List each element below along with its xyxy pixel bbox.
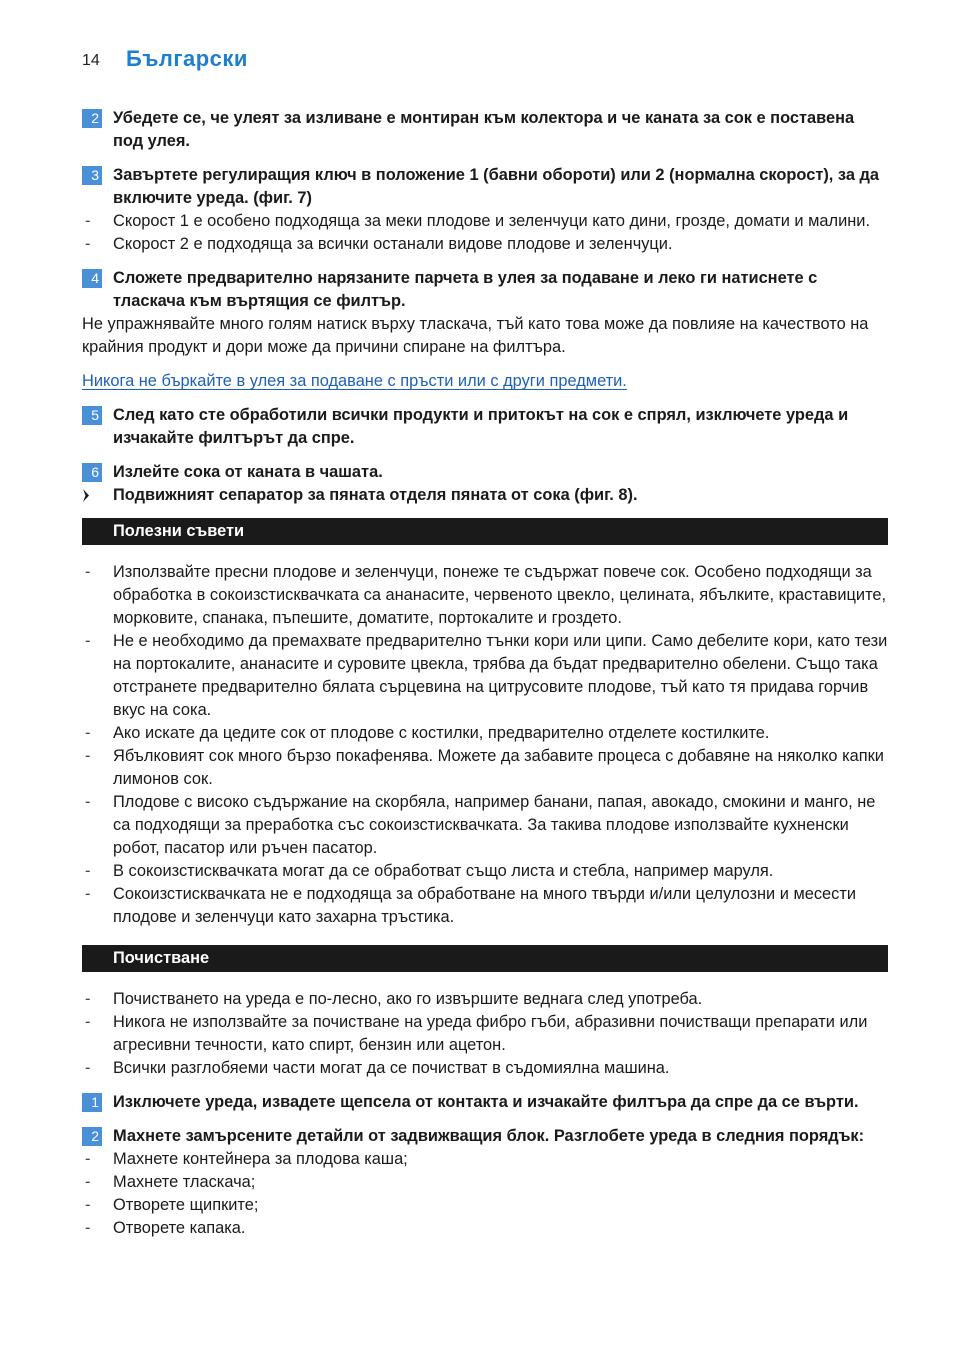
step-text: Изключете уреда, извадете щепсела от контакта и изчакайте филтъра да спре да се върти. [113,1093,859,1111]
list-item [82,233,888,256]
page-number: 14 [82,52,100,69]
dash-bullet: - [85,747,91,765]
list-item-text: Махнете контейнера за плодова каша; [113,1150,408,1168]
dash-bullet: - [85,793,91,811]
list-item [82,745,888,791]
step-number-badge: 1 [82,1093,102,1112]
list-item [82,883,888,929]
step-3 [82,164,888,210]
dash-bullet: - [85,212,91,230]
document-body [82,107,888,1240]
dash-bullet: - [85,1059,91,1077]
step-text: Убедете се, че улеят за изливане е монтиран към колектора и че каната за сок е поставена под улея. [113,109,855,150]
dash-bullet: - [85,235,91,253]
list-item-text: Ябълковият сок много бързо покафенява. Можете да забавите процеса с добавяне на няколко капки лимонов сок. [113,747,884,788]
list-item [82,210,888,233]
list-item [82,1171,888,1194]
list-item [82,1057,888,1080]
list-item-text: Не е необходимо да премахвате предварително тънки кори или ципи. Само дебелите кори, като тези на портокалите, ананасите и суровите цвекла, трябва да бъдат предварително обелени. Също така отстранете предварително бялата сърцевина на цитрусовите плодове, тъй като тя придава горчив вкус на сока. [113,632,888,719]
list-item-text: Почистването на уреда е по-лесно, ако го извършите веднага след употреба. [113,990,703,1008]
list-item [82,1148,888,1171]
step-5 [82,404,888,450]
dash-bullet: - [85,862,91,880]
step-text: Завъртете регулиращия ключ в положение 1 (бавни обороти) или 2 (нормална скорост), за да включите уреда. (фиг. 7) [113,166,880,207]
step-2 [82,107,888,153]
language-title: Български [126,46,248,71]
note-paragraph: Не упражнявайте много голям натиск върху тласкача, тъй като това може да повлияе на качеството на крайния продукт и дори може да причини спиране на филтъра. [82,315,869,356]
list-item [82,1011,888,1057]
step-number-badge: 3 [82,166,102,185]
list-item-text: Плодове с високо съдържание на скорбяла, например банани, папая, авокадо, смокини и манго, не са подходящи за преработка със сокоизстисквачката. За такива плодове използвайте кухненски робот, пасатор или ръчен пасатор. [113,793,876,857]
list-item-text: Махнете тласкача; [113,1173,256,1191]
step-1 [82,1091,888,1114]
list-item [82,988,888,1011]
step-text: Излейте сока от каната в чашата. [113,463,383,481]
list-item-text: Скорост 2 е подходяща за всички останали видове плодове и зеленчуци. [113,235,673,253]
list-item [82,1217,888,1240]
step-number-badge: 5 [82,406,102,425]
list-item-text: Ако искате да цедите сок от плодове с костилки, предварително отделете костилките. [113,724,770,742]
list-item [82,1194,888,1217]
dash-bullet: - [85,1013,91,1031]
step-number-badge: 6 [82,463,102,482]
list-item-text: Скорост 1 е особено подходяща за меки плодове и зеленчуци като дини, грозде, домати и малини. [113,212,870,230]
list-item-text: Всички разглобяеми части могат да се почистват в съдомиялна машина. [113,1059,670,1077]
result-arrow-icon [82,484,90,507]
dash-bullet: - [85,632,91,650]
step-text: Сложете предварително нарязаните парчета в улея за подаване и леко ги натиснете с тласкача към въртящия се филтър. [113,269,818,310]
dash-bullet: - [85,885,91,903]
dash-bullet: - [85,1173,91,1191]
list-item-text: В сокоизстисквачката могат да се обработват също листа и стебла, например маруля. [113,862,774,880]
result-line [82,484,888,507]
list-item-text: Никога не използвайте за почистване на уреда фибро гъби, абразивни почистващи препарати или агресивни течности, като спирт, бензин или ацетон. [113,1013,868,1054]
list-item [82,561,888,630]
list-item [82,630,888,722]
section-heading-cleaning: Почистване [82,945,888,972]
list-item-text: Използвайте пресни плодове и зеленчуци, понеже те съдържат повече сок. Особено подходящи за обработка в сокоизстисквачката са ананасите, червеното цвекло, целината, ябълките, краставиците, морковите, спанака, пъпешите, доматите, портокалите и гроздето. [113,563,887,627]
dash-bullet: - [85,1196,91,1214]
dash-bullet: - [85,724,91,742]
list-item-text: Сокоизстисквачката не е подходяща за обработване на много твърди и/или целулозни и месести плодове и зеленчуци като захарна тръстика. [113,885,857,926]
list-item-text: Отворете капака. [113,1219,246,1237]
step-text: След като сте обработили всички продукти и притокът на сок е спрял, изключете уреда и изчакайте филтърът да спре. [113,406,849,447]
dash-bullet: - [85,563,91,581]
dash-bullet: - [85,1150,91,1168]
step-text: Махнете замърсените детайли от задвижващия блок. Разглобете уреда в следния порядък: [113,1127,865,1145]
list-item [82,722,888,745]
step-2-cleaning [82,1125,888,1148]
section-heading-tips: Полезни съвети [82,518,888,545]
dash-bullet: - [85,1219,91,1237]
step-6 [82,461,888,484]
list-item [82,791,888,860]
step-number-badge: 4 [82,269,102,288]
step-number-badge: 2 [82,1127,102,1146]
step-4 [82,267,888,313]
step-number-badge: 2 [82,109,102,128]
list-item [82,860,888,883]
warning-paragraph: Никога не бъркайте в улея за подаване с пръсти или с други предмети. [82,372,627,390]
list-item-text: Отворете щипките; [113,1196,259,1214]
result-text: Подвижният сепаратор за пяната отделя пяната от сока (фиг. 8). [113,486,638,504]
dash-bullet: - [85,990,91,1008]
